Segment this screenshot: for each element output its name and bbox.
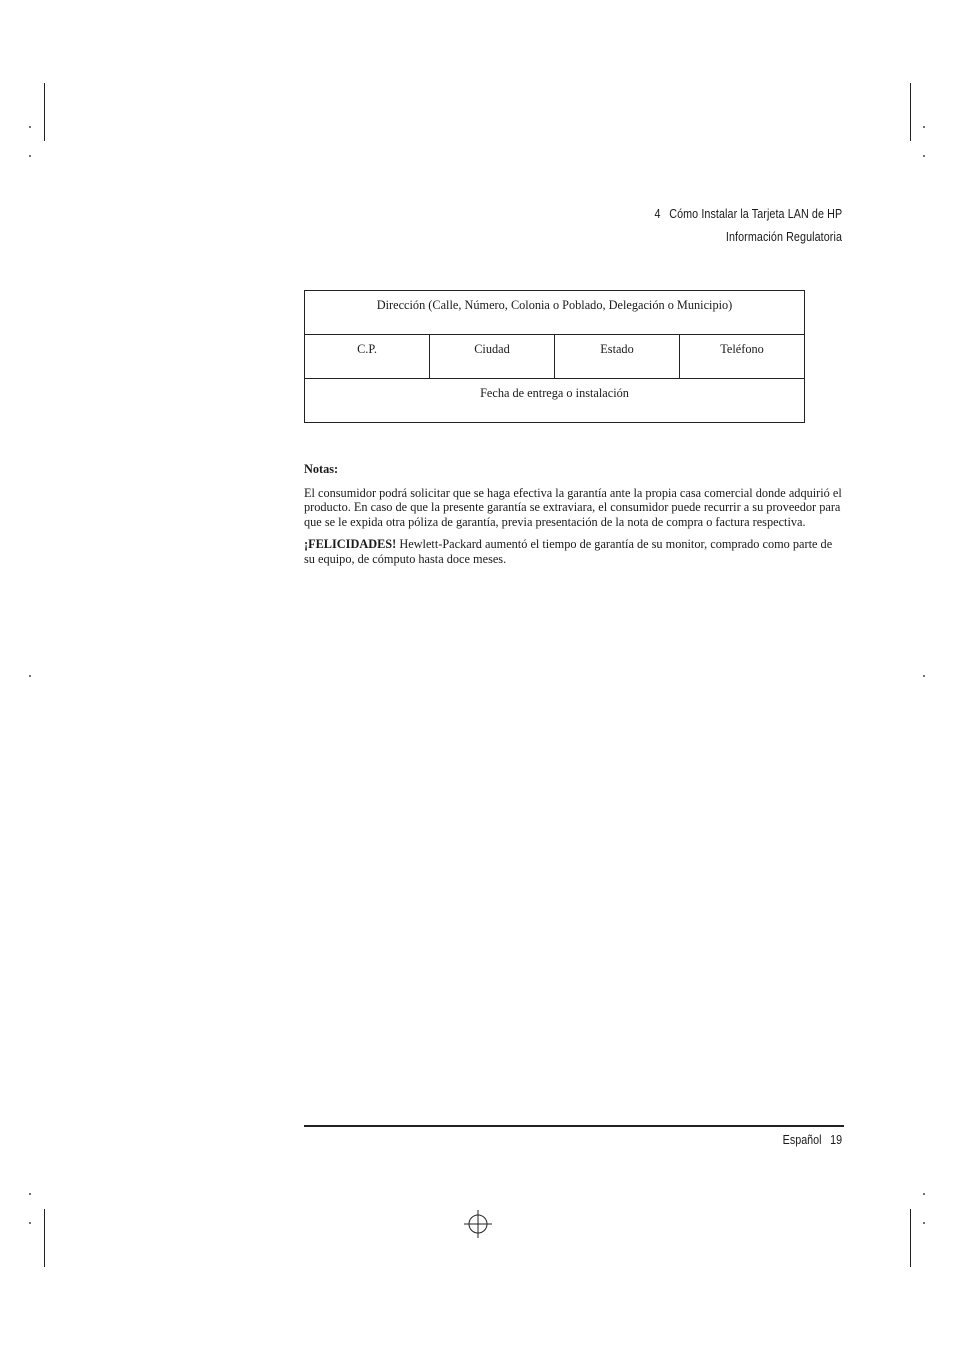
notes-heading: Notas: xyxy=(304,462,339,476)
crop-dot xyxy=(29,1193,31,1195)
page-footer xyxy=(783,1133,842,1147)
crop-dot xyxy=(923,1193,925,1195)
crop-mark-bottom-right xyxy=(910,1209,911,1267)
registration-mark-icon xyxy=(464,1210,492,1238)
chapter-title: Cómo Instalar la Tarjeta LAN de HP xyxy=(668,207,842,221)
state-cell: Estado xyxy=(555,335,680,379)
chapter-header xyxy=(654,207,842,221)
crop-dot xyxy=(29,155,31,157)
warranty-form-table xyxy=(304,290,805,423)
congrats-label: ¡FELICIDADES! xyxy=(304,537,397,552)
postal-code-cell: C.P. xyxy=(305,335,430,379)
crop-mark-top-left xyxy=(44,83,45,141)
congrats-text: Hewlett-Packard aumentó el tiempo de garantía de su monitor, comprado como parte de su equipo, de cómputo hasta doce meses. xyxy=(304,537,833,566)
table-row xyxy=(305,335,805,379)
section-header xyxy=(726,230,842,244)
address-cell: Dirección (Calle, Número, Colonia o Poblado, Delegación o Municipio) xyxy=(305,291,805,335)
city-cell: Ciudad xyxy=(430,335,555,379)
section-title: Información Regulatoria xyxy=(725,230,842,244)
crop-dot xyxy=(29,1222,31,1224)
footer-language: Español xyxy=(782,1133,822,1147)
crop-mark-bottom-left xyxy=(44,1209,45,1267)
footer-rule xyxy=(304,1125,844,1127)
phone-cell: Teléfono xyxy=(680,335,805,379)
crop-dot xyxy=(29,675,31,677)
congrats-paragraph xyxy=(304,537,844,566)
crop-dot xyxy=(923,155,925,157)
crop-mark-top-right xyxy=(910,83,911,141)
chapter-number: 4 xyxy=(654,207,661,221)
notes-paragraph: El consumidor podrá solicitar que se haga efectiva la garantía ante la propia casa comercial donde adquirió el producto. En caso de que la presente garantía se extraviara, el consumidor puede recurrir a su proveedor para que se le expida otra póliza de garantía, previa presentación de la nota de compra o factura respectiva. xyxy=(304,485,842,529)
crop-dot xyxy=(923,675,925,677)
notes-section xyxy=(304,462,844,575)
crop-dot xyxy=(29,126,31,128)
table-row xyxy=(305,291,805,335)
delivery-date-cell: Fecha de entrega o instalación xyxy=(305,379,805,423)
page-number: 19 xyxy=(830,1133,842,1147)
crop-dot xyxy=(923,1222,925,1224)
crop-dot xyxy=(923,126,925,128)
table-row xyxy=(305,379,805,423)
